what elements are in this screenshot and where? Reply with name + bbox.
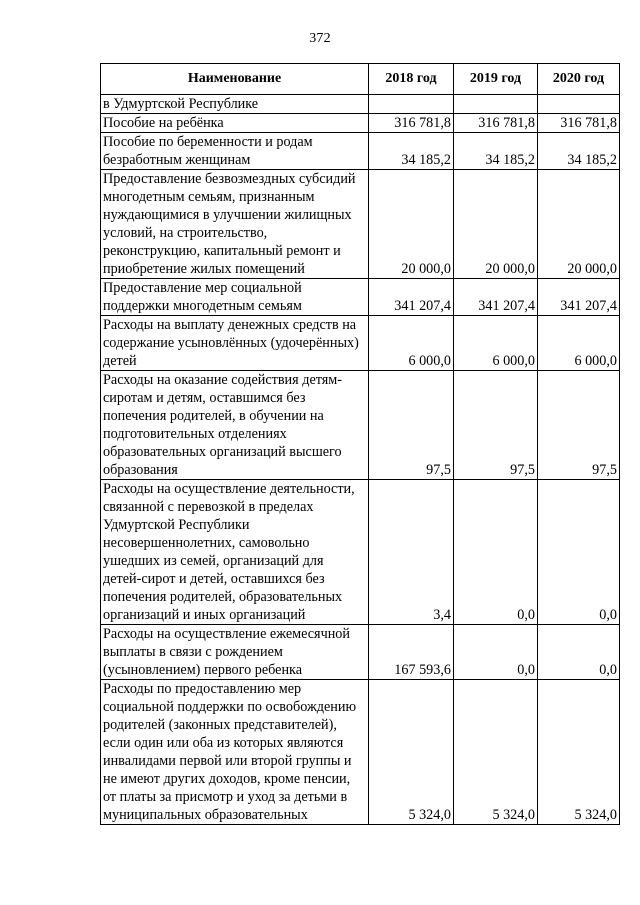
row-2020 [538,95,620,114]
row-2018: 167 593,6 [369,625,454,680]
row-2019: 5 324,0 [454,680,538,825]
row-2019: 97,5 [454,371,538,480]
table-row [101,480,620,625]
row-2018: 20 000,0 [369,170,454,279]
table-row [101,279,620,316]
row-2018: 316 781,8 [369,114,454,133]
row-2018 [369,95,454,114]
table-row [101,625,620,680]
table-row [101,680,620,825]
page-number: 372 [309,31,331,46]
row-name: Предоставление безвозмездных субсидий многодетным семьям, признанным нуждающимися в улучшении жилищных условий, на строительство, реконструкцию, капитальный ремонт и приобретение жилых помещений [101,170,369,279]
table-row [101,114,620,133]
row-2019: 341 207,4 [454,279,538,316]
table-row [101,133,620,170]
row-2020: 341 207,4 [538,279,620,316]
row-2020: 6 000,0 [538,316,620,371]
row-2020: 0,0 [538,625,620,680]
row-2019: 34 185,2 [454,133,538,170]
row-name: Расходы на выплату денежных средств на содержание усыновлённых (удочерённых) детей [101,316,369,371]
table-header [101,64,620,95]
row-2019: 20 000,0 [454,170,538,279]
row-2019: 0,0 [454,625,538,680]
row-2018: 341 207,4 [369,279,454,316]
row-name: Пособие на ребёнка [101,114,369,133]
row-2019: 6 000,0 [454,316,538,371]
header-name: Наименование [101,64,369,95]
header-2020: 2020 год [538,64,620,95]
row-name: Расходы по предоставлению мер социальной поддержки по освобождению родителей (законных представителей), если один или оба из которых являются инвалидами первой или второй группы и не имеют других доходов, кроме пенсии, от платы за присмотр и уход за детьми в муниципальных образовательных [101,680,369,825]
row-name: Пособие по беременности и родам безработным женщинам [101,133,369,170]
row-2018: 6 000,0 [369,316,454,371]
table-body [101,95,620,825]
table-row [101,316,620,371]
header-row [101,64,620,95]
row-name: Расходы на осуществление ежемесячной выплаты в связи с рождением (усыновлением) первого ребенка [101,625,369,680]
header-2018: 2018 год [369,64,454,95]
row-2019 [454,95,538,114]
row-2020: 0,0 [538,480,620,625]
row-2019: 316 781,8 [454,114,538,133]
row-2020: 97,5 [538,371,620,480]
row-2018: 34 185,2 [369,133,454,170]
row-name: Расходы на оказание содействия детям-сиротам и детям, оставшимся без попечения родителей, в обучении на подготовительных отделениях образовательных организаций высшего образования [101,371,369,480]
table-row [101,170,620,279]
row-2018: 5 324,0 [369,680,454,825]
budget-table [100,63,620,825]
row-2020: 34 185,2 [538,133,620,170]
table-row [101,371,620,480]
row-name: Предоставление мер социальной поддержки многодетным семьям [101,279,369,316]
row-2018: 3,4 [369,480,454,625]
table-row [101,95,620,114]
row-name: Расходы на осуществление деятельности, связанной с перевозкой в пределах Удмуртской Республики несовершеннолетних, самовольно ушедших из семей, организаций для детей-сирот и детей, оставшихся без попечения родителей, образовательных организаций и иных организаций [101,480,369,625]
row-2020: 5 324,0 [538,680,620,825]
header-2019: 2019 год [454,64,538,95]
row-2019: 0,0 [454,480,538,625]
row-2018: 97,5 [369,371,454,480]
row-2020: 20 000,0 [538,170,620,279]
row-name: в Удмуртской Республике [101,95,369,114]
row-2020: 316 781,8 [538,114,620,133]
